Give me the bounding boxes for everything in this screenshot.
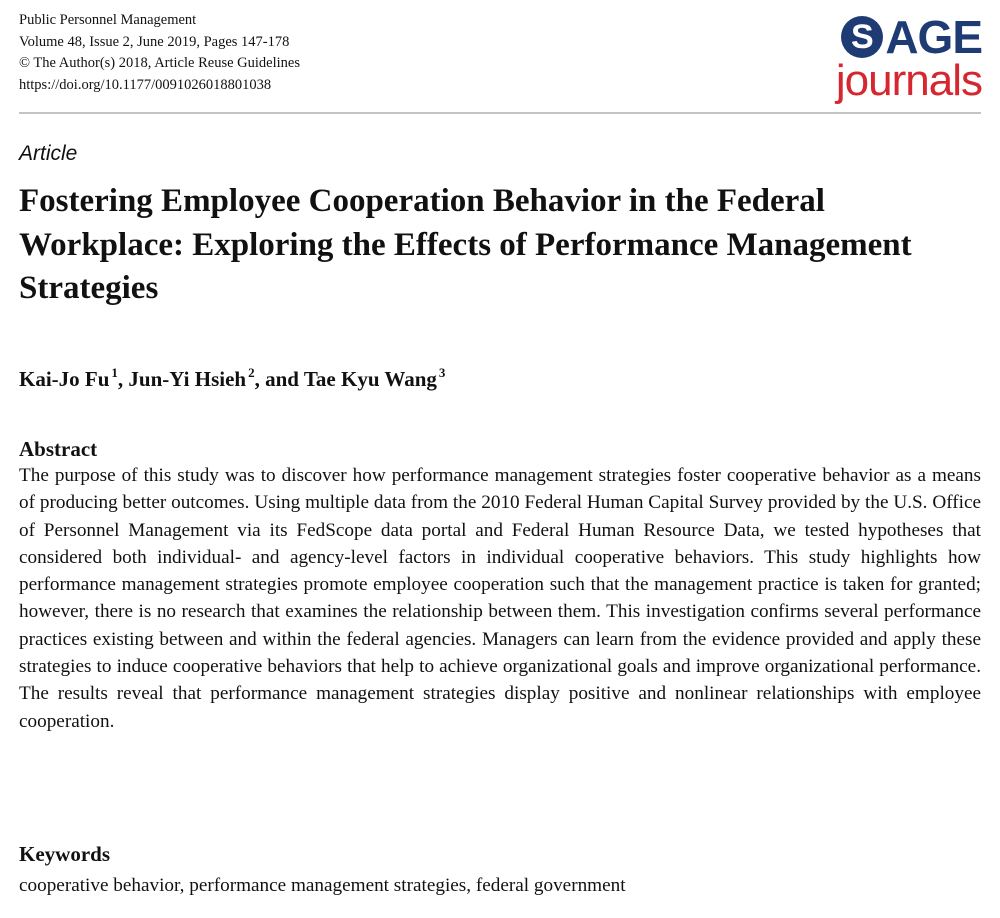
article-type: Article [19,142,78,165]
copyright-line: © The Author(s) 2018, Article Reuse Guidelines [19,55,300,71]
abstract-text: The purpose of this study was to discover how performance management strategies foster cooperative behavior as a means of producing better outcomes. Using multiple data from the 2010 Federal Human Capital Survey provided by the U.S. Office of Personnel Management via its FedScope data portal and Federal Human Resource Data, we tested hypotheses that considered both individual- and agency-level factors in individual cooperative behaviors. This study highlights how performance management strategies promote employee cooperation such that the management practice is taken for granted; however, there is no research that examines the relationship between them. This investigation confirms several performance practices existing between and within the federal agencies. Managers can learn from the evidence provided and apply these strategies to induce cooperative behaviors that help to achieve organizational goals and improve organizational performance. The results reveal that performance management strategies display positive and nonlinear relationships with employee cooperation. [19,465,981,732]
author-list: Kai-Jo Fu $^1$, Jun-Yi Hsieh $^2$, and Tae Kyu Wang $^3$ [19,365,446,391]
sage-logo-mark: S [841,16,883,58]
author-name: Jun-Yi Hsieh [128,367,247,391]
author-name: Tae Kyu Wang [303,367,437,391]
author-affiliation[interactable]: 2 [248,365,255,380]
journal-metadata [19,10,300,96]
sage-logo-text: AGE [885,11,982,63]
article-title: Fostering Employee Cooperation Behavior in the Federal Workplace: Exploring the Effects of Performance Management Strategies [19,183,912,306]
journals-logo-text: journals [835,56,982,105]
abstract-heading: Abstract [19,437,98,461]
keywords-heading: Keywords [19,842,110,866]
author-affiliation[interactable]: 1 [111,365,118,380]
author-name: Kai-Jo Fu [19,367,110,391]
keywords-text: cooperative behavior, performance management strategies, federal government [19,875,626,896]
author-affiliation[interactable]: 3 [438,365,446,380]
journal-issue: Volume 48, Issue 2, June 2019, Pages 147-178 [19,33,290,50]
sage-journals-logo [802,8,982,108]
header-divider [19,112,981,114]
journal-name: Public Personnel Management [19,12,197,28]
doi-link[interactable]: https://doi.org/10.1177/0091026018801038 [19,76,272,93]
